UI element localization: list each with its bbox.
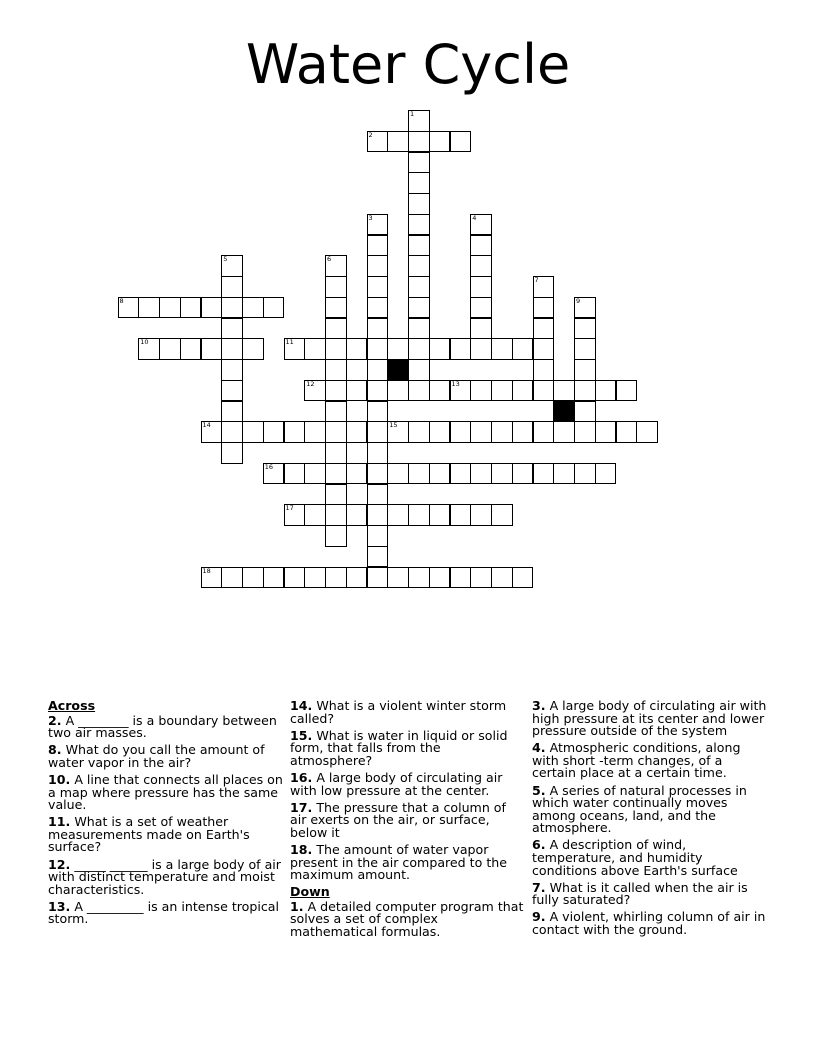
answer-cell[interactable] (387, 504, 409, 526)
clue-text: A _________ is an intense tropical storm. (48, 898, 280, 927)
clue-4 (532, 742, 768, 780)
answer-cell[interactable] (180, 338, 202, 360)
answer-cell[interactable] (470, 235, 492, 257)
answer-cell[interactable] (387, 131, 409, 153)
answer-cell[interactable] (325, 567, 347, 589)
answer-cell[interactable] (470, 276, 492, 298)
answer-cell[interactable] (367, 255, 389, 277)
answer-cell[interactable] (367, 338, 389, 360)
answer-cell[interactable] (408, 359, 430, 381)
answer-cell[interactable] (221, 255, 243, 277)
clue-number: 15. (290, 727, 313, 743)
answer-cell[interactable] (367, 546, 389, 568)
clue-number: 1. (290, 898, 304, 914)
answer-cell[interactable] (325, 359, 347, 381)
clue-text: A description of wind, temperature, and humidity conditions above Earth's surface (532, 837, 738, 878)
answer-cell[interactable] (325, 297, 347, 319)
clue-number: 16. (290, 769, 313, 785)
answer-cell[interactable] (408, 214, 430, 236)
clue-number: 2. (48, 712, 62, 728)
cell-number: 18 (202, 566, 211, 575)
clues-column-3 (532, 700, 768, 941)
answer-cell[interactable] (304, 338, 326, 360)
cell-number: 5 (223, 255, 228, 264)
clue-17 (290, 799, 526, 840)
cell-number: 15 (389, 421, 398, 430)
clue-number: 11. (48, 814, 71, 830)
clue-text: The pressure that a column of air exerts on the air, or surface, below it (290, 799, 506, 840)
answer-cell[interactable] (242, 338, 264, 360)
answer-cell[interactable] (325, 276, 347, 298)
clue-number: 8. (48, 742, 62, 758)
answer-cell[interactable] (221, 442, 243, 464)
answer-cell[interactable] (429, 567, 451, 589)
answer-cell[interactable] (533, 338, 555, 360)
black-square (553, 401, 575, 423)
answer-cell[interactable] (408, 235, 430, 257)
clue-text: Atmospheric conditions, along with short -term changes, of a certain place at a certain time. (532, 740, 741, 781)
cell-number: 7 (534, 276, 539, 284)
answer-cell[interactable] (450, 421, 472, 443)
answer-cell[interactable] (367, 131, 389, 153)
answer-cell[interactable] (346, 338, 368, 360)
answer-cell[interactable] (221, 359, 243, 381)
answer-cell[interactable] (533, 380, 555, 402)
answer-cell[interactable] (118, 297, 140, 319)
clue-text: What do you call the amount of water vapor in the air? (48, 742, 265, 770)
cell-number: 2 (368, 130, 373, 139)
answer-cell[interactable] (304, 380, 326, 402)
answer-cell[interactable] (408, 338, 430, 360)
answer-cell[interactable] (470, 255, 492, 277)
answer-cell[interactable] (574, 463, 596, 485)
clue-text: The amount of water vapor present in the air compared to the maximum amount. (290, 841, 507, 883)
answer-cell[interactable] (512, 463, 534, 485)
answer-cell[interactable] (367, 297, 389, 319)
clue-text: What is water in liquid or solid form, that falls from the atmosphere? (290, 727, 508, 768)
answer-cell[interactable] (346, 463, 368, 485)
cell-number: 4 (472, 213, 477, 222)
answer-cell[interactable] (450, 338, 472, 360)
answer-cell[interactable] (533, 297, 555, 319)
answer-cell[interactable] (138, 338, 160, 360)
answer-cell[interactable] (284, 338, 306, 360)
clue-1 (290, 898, 526, 939)
answer-cell[interactable] (574, 359, 596, 381)
across-heading: Across (48, 698, 96, 713)
answer-cell[interactable] (616, 380, 638, 402)
answer-cell[interactable] (429, 421, 451, 443)
cell-number: 1 (410, 110, 415, 118)
answer-cell[interactable] (304, 421, 326, 443)
cell-number: 16 (264, 462, 274, 471)
answer-cell[interactable] (221, 401, 243, 423)
answer-cell[interactable] (284, 463, 306, 485)
answer-cell[interactable] (408, 297, 430, 319)
answer-cell[interactable] (367, 276, 389, 298)
clue-text: A ________ is a boundary between two air masses. (48, 712, 277, 741)
clue-text: What is it called when the air is fully saturated? (532, 879, 748, 908)
answer-cell[interactable] (263, 421, 285, 443)
answer-cell[interactable] (387, 338, 409, 360)
clue-12 (48, 856, 284, 897)
answer-cell[interactable] (574, 318, 596, 340)
answer-cell[interactable] (408, 567, 430, 589)
answer-cell[interactable] (138, 297, 160, 319)
answer-cell[interactable] (574, 401, 596, 423)
clue-10 (48, 771, 284, 813)
answer-cell[interactable] (325, 318, 347, 340)
cell-number: 12 (306, 379, 315, 388)
answer-cell[interactable] (470, 338, 492, 360)
answer-cell[interactable] (408, 172, 430, 194)
clue-text: A violent, whirling column of air in contact with the ground. (532, 909, 766, 937)
clue-number: 9. (532, 909, 546, 925)
clue-16 (290, 769, 526, 798)
clue-2 (48, 712, 284, 741)
answer-cell[interactable] (221, 338, 243, 360)
answer-cell[interactable] (325, 255, 347, 277)
answer-cell[interactable] (429, 504, 451, 526)
answer-cell[interactable] (284, 504, 306, 526)
clue-number: 13. (48, 898, 71, 914)
cell-number: 14 (202, 421, 211, 430)
answer-cell[interactable] (304, 504, 326, 526)
answer-cell[interactable] (595, 421, 617, 443)
answer-cell[interactable] (450, 380, 472, 402)
answer-cell[interactable] (512, 421, 534, 443)
answer-cell[interactable] (491, 463, 513, 485)
cell-number: 6 (327, 255, 332, 264)
clue-8 (48, 744, 284, 769)
answer-cell[interactable] (470, 380, 492, 402)
answer-cell[interactable] (367, 504, 389, 526)
answer-cell[interactable] (408, 255, 430, 277)
answer-cell[interactable] (221, 318, 243, 340)
answer-cell[interactable] (325, 421, 347, 443)
answer-cell[interactable] (367, 380, 389, 402)
answer-cell[interactable] (636, 421, 658, 443)
answer-cell[interactable] (284, 567, 306, 589)
clue-6 (532, 839, 768, 877)
answer-cell[interactable] (159, 297, 181, 319)
clue-text: What is a violent winter storm called? (290, 698, 507, 726)
answer-cell[interactable] (408, 193, 430, 215)
clues-column-1 (48, 700, 284, 931)
answer-cell[interactable] (367, 421, 389, 443)
answer-cell[interactable] (263, 297, 285, 319)
answer-cell[interactable] (533, 421, 555, 443)
clue-number: 6. (532, 837, 546, 853)
answer-cell[interactable] (367, 318, 389, 340)
answer-cell[interactable] (201, 421, 223, 443)
answer-cell[interactable] (367, 463, 389, 485)
answer-cell[interactable] (367, 235, 389, 257)
cell-number: 13 (451, 379, 460, 388)
answer-cell[interactable] (408, 276, 430, 298)
answer-cell[interactable] (367, 359, 389, 381)
answer-cell[interactable] (429, 380, 451, 402)
answer-cell[interactable] (408, 131, 430, 153)
answer-cell[interactable] (367, 567, 389, 589)
answer-cell[interactable] (242, 567, 264, 589)
answer-cell[interactable] (408, 421, 430, 443)
down-heading: Down (290, 884, 330, 900)
answer-cell[interactable] (429, 463, 451, 485)
clue-number: 14. (290, 698, 313, 713)
clue-15 (290, 727, 526, 768)
answer-cell[interactable] (367, 214, 389, 236)
answer-cell[interactable] (408, 318, 430, 340)
page-title: Water Cycle (245, 33, 571, 96)
answer-cell[interactable] (595, 380, 617, 402)
answer-cell[interactable] (325, 380, 347, 402)
answer-cell[interactable] (346, 504, 368, 526)
answer-cell[interactable] (304, 567, 326, 589)
answer-cell[interactable] (553, 421, 575, 443)
clue-text: _____ ______ is a large body of air with distinct temperature and moist characteristics. (48, 856, 281, 897)
answer-cell[interactable] (367, 484, 389, 506)
answer-cell[interactable] (221, 276, 243, 298)
answer-cell[interactable] (408, 110, 430, 132)
clue-number: 12. (48, 856, 71, 872)
clue-text: What is a set of weather measurements made on Earth's surface? (48, 814, 250, 855)
clue-number: 10. (48, 771, 71, 787)
answer-cell[interactable] (470, 214, 492, 236)
answer-cell[interactable] (574, 297, 596, 319)
clue-number: 4. (532, 740, 546, 756)
black-square (387, 359, 409, 381)
answer-cell[interactable] (574, 338, 596, 360)
answer-cell[interactable] (512, 380, 534, 402)
answer-cell[interactable] (470, 463, 492, 485)
answer-cell[interactable] (408, 380, 430, 402)
cell-number: 17 (285, 504, 294, 513)
answer-cell[interactable] (574, 380, 596, 402)
answer-cell[interactable] (470, 318, 492, 340)
answer-cell[interactable] (387, 421, 409, 443)
answer-cell[interactable] (450, 504, 472, 526)
answer-cell[interactable] (180, 297, 202, 319)
answer-cell[interactable] (201, 338, 223, 360)
answer-cell[interactable] (346, 421, 368, 443)
answer-cell[interactable] (533, 318, 555, 340)
answer-cell[interactable] (284, 421, 306, 443)
clue-5 (532, 782, 768, 836)
clue-number: 5. (532, 782, 546, 798)
answer-cell[interactable] (491, 567, 513, 589)
answer-cell[interactable] (512, 338, 534, 360)
answer-cell[interactable] (221, 297, 243, 319)
answer-cell[interactable] (470, 504, 492, 526)
cell-number: 10 (140, 338, 149, 347)
answer-cell[interactable] (367, 525, 389, 547)
clue-text: A large body of circulating air with high pressure at its center and lower pressure outside of the system (532, 698, 767, 739)
clue-18 (290, 841, 526, 883)
answer-cell[interactable] (616, 421, 638, 443)
cell-number: 11 (285, 338, 294, 347)
answer-cell[interactable] (429, 131, 451, 153)
answer-cell[interactable] (325, 401, 347, 423)
answer-cell[interactable] (325, 484, 347, 506)
clue-text: A series of natural processes in which water continually moves among oceans, land, and the atmosphere. (532, 782, 747, 836)
answer-cell[interactable] (387, 380, 409, 402)
clue-9 (532, 911, 768, 936)
answer-cell[interactable] (387, 567, 409, 589)
answer-cell[interactable] (408, 152, 430, 174)
answer-cell[interactable] (242, 297, 264, 319)
answer-cell[interactable] (533, 276, 555, 298)
clue-13 (48, 898, 284, 927)
answer-cell[interactable] (263, 567, 285, 589)
answer-cell[interactable] (450, 463, 472, 485)
cell-number: 9 (576, 296, 581, 305)
answer-cell[interactable] (201, 297, 223, 319)
answer-cell[interactable] (221, 567, 243, 589)
answer-cell[interactable] (325, 442, 347, 464)
answer-cell[interactable] (470, 297, 492, 319)
answer-cell[interactable] (595, 463, 617, 485)
answer-cell[interactable] (201, 567, 223, 589)
answer-cell[interactable] (304, 463, 326, 485)
clue-number: 17. (290, 799, 313, 815)
answer-cell[interactable] (491, 421, 513, 443)
clue-number: 18. (290, 841, 313, 857)
answer-cell[interactable] (242, 421, 264, 443)
answer-cell[interactable] (408, 463, 430, 485)
answer-cell[interactable] (470, 421, 492, 443)
answer-cell[interactable] (512, 567, 534, 589)
clues-column-2 (290, 700, 526, 943)
answer-cell[interactable] (159, 338, 181, 360)
answer-cell[interactable] (367, 442, 389, 464)
cell-number: 3 (368, 213, 373, 222)
answer-cell[interactable] (346, 380, 368, 402)
answer-cell[interactable] (221, 380, 243, 402)
answer-cell[interactable] (491, 380, 513, 402)
clue-3 (532, 700, 768, 738)
answer-cell[interactable] (491, 338, 513, 360)
clue-14 (290, 700, 526, 725)
clue-number: 7. (532, 879, 546, 895)
answer-cell[interactable] (387, 463, 409, 485)
answer-cell[interactable] (533, 463, 555, 485)
answer-cell[interactable] (553, 463, 575, 485)
answer-cell[interactable] (325, 525, 347, 547)
answer-cell[interactable] (491, 504, 513, 526)
answer-cell[interactable] (367, 401, 389, 423)
answer-cell[interactable] (450, 567, 472, 589)
clue-number: 3. (532, 698, 546, 713)
answer-cell[interactable] (221, 421, 243, 443)
clue-text: A line that connects all places on a map where pressure has the same value. (48, 771, 283, 813)
answer-cell[interactable] (408, 504, 430, 526)
answer-cell[interactable] (553, 380, 575, 402)
answer-cell[interactable] (470, 567, 492, 589)
clue-7 (532, 879, 768, 908)
answer-cell[interactable] (450, 131, 472, 153)
answer-cell[interactable] (346, 567, 368, 589)
answer-cell[interactable] (429, 338, 451, 360)
answer-cell[interactable] (574, 421, 596, 443)
clue-text: A large body of circulating air with low pressure at the center. (290, 769, 503, 798)
answer-cell[interactable] (533, 359, 555, 381)
answer-cell[interactable] (325, 463, 347, 485)
answer-cell[interactable] (263, 463, 285, 485)
answer-cell[interactable] (325, 338, 347, 360)
clue-11 (48, 816, 284, 854)
answer-cell[interactable] (325, 504, 347, 526)
clue-text: A detailed computer program that solves a set of complex mathematical formulas. (290, 898, 524, 939)
cell-number: 8 (119, 296, 124, 305)
